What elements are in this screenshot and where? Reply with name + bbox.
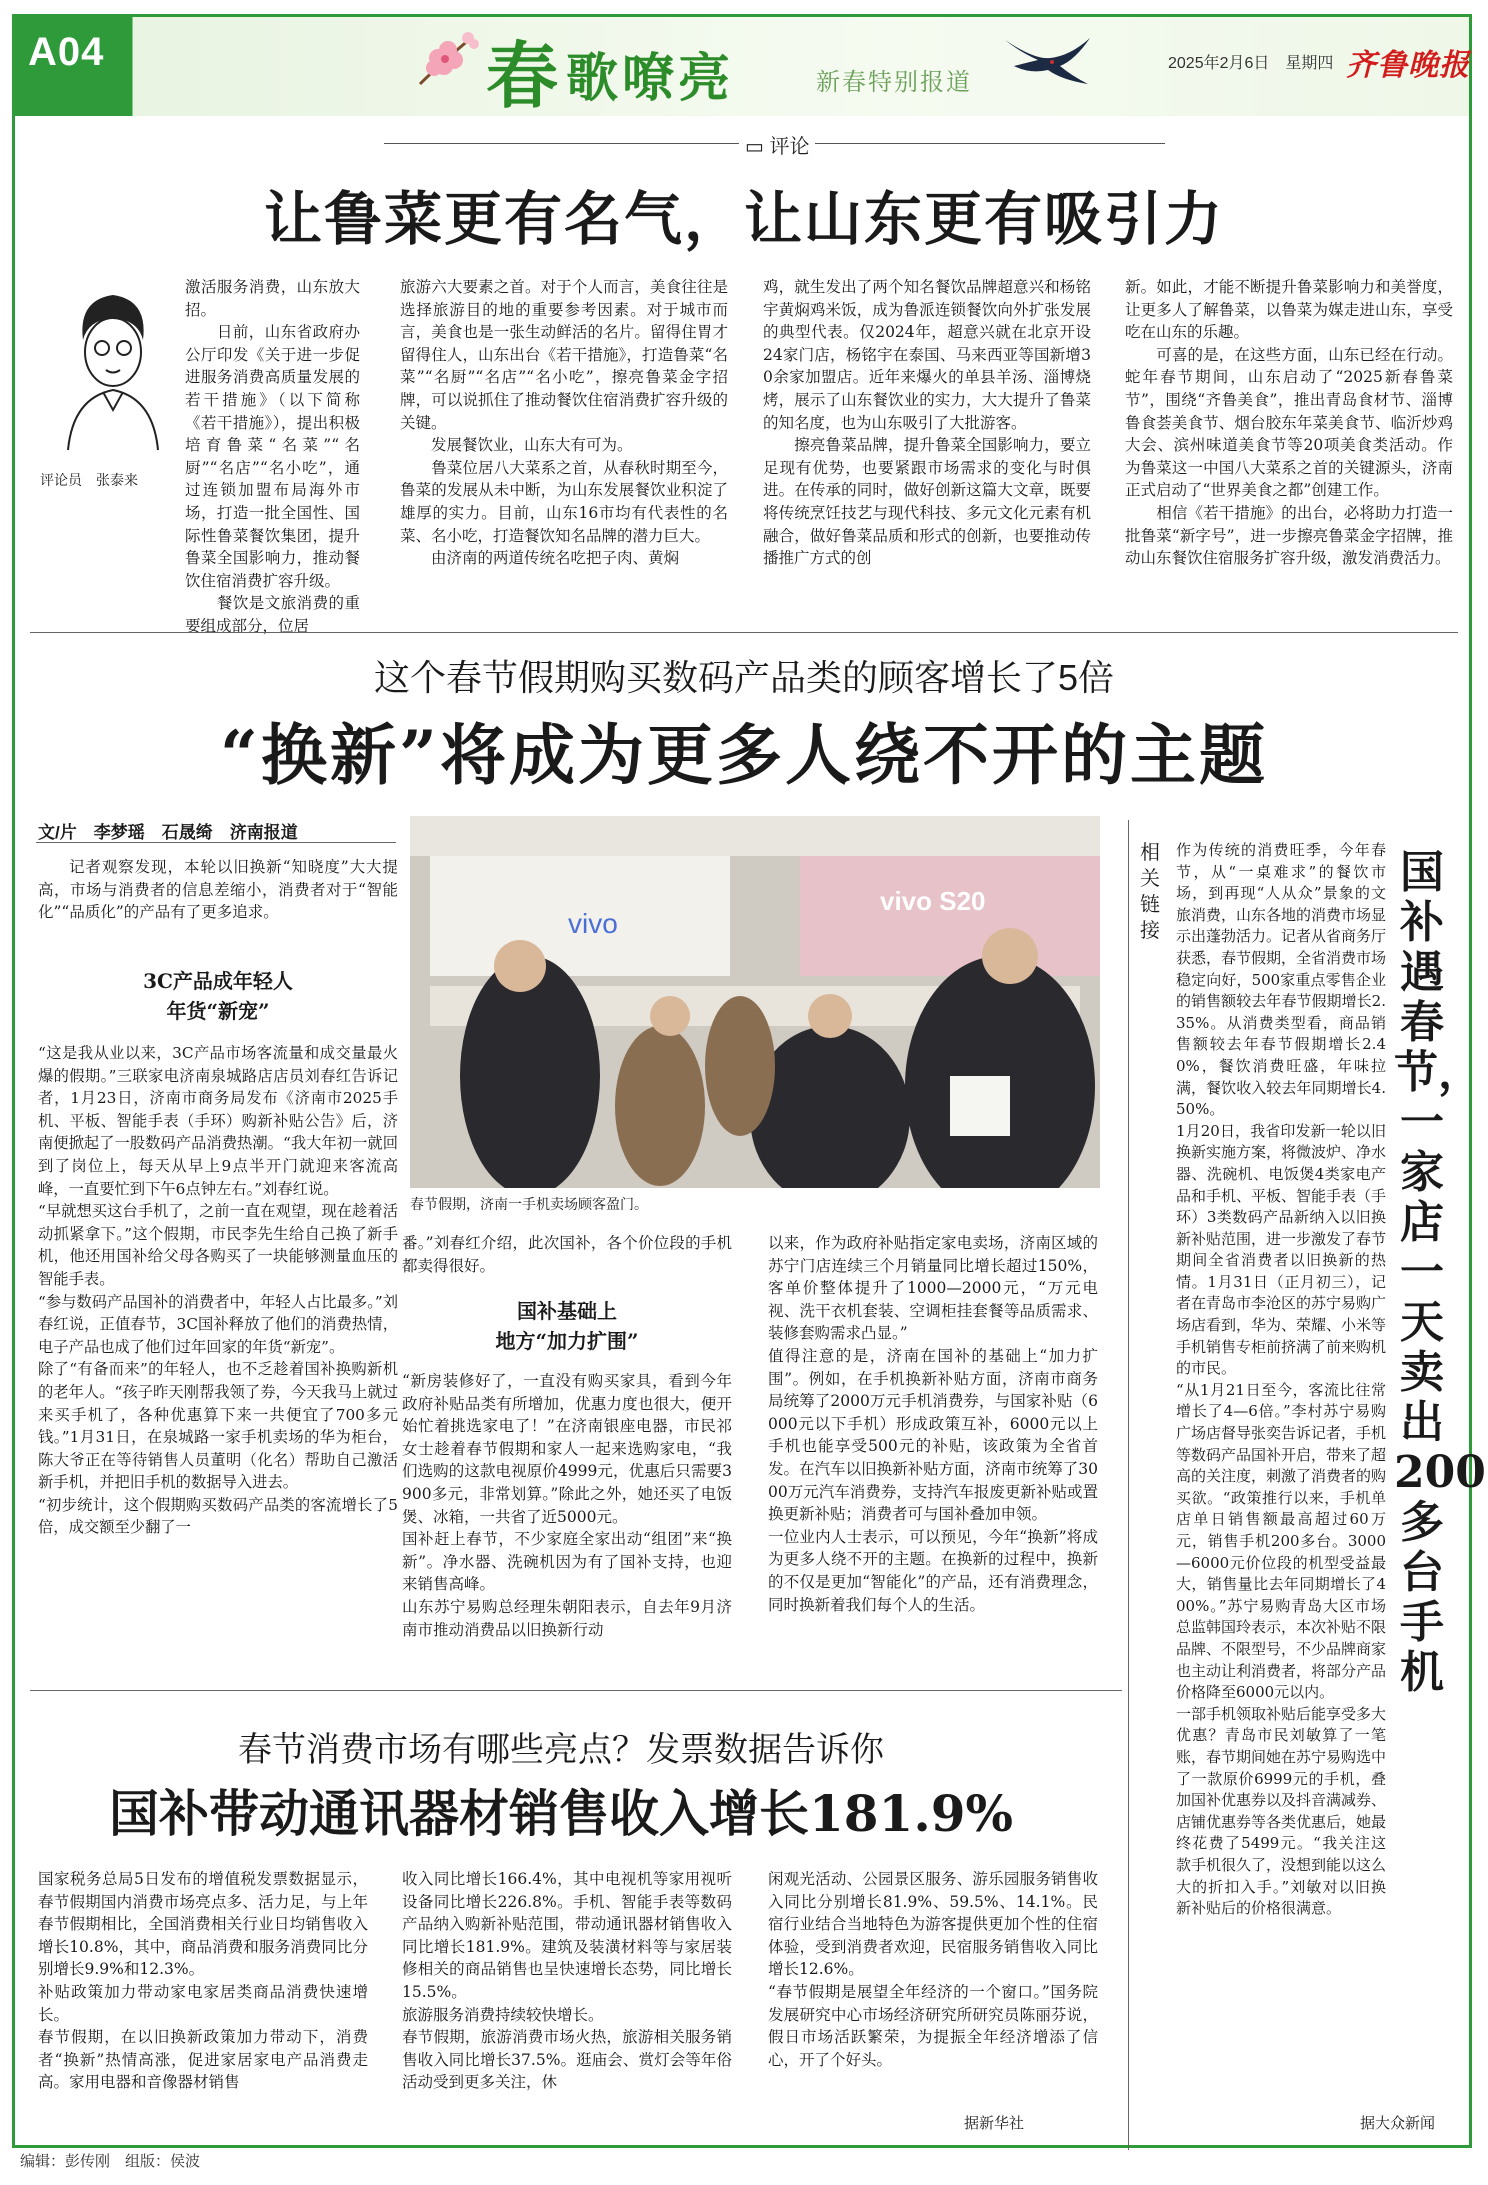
footer-credits: 编辑：彭传刚 组版：侯波 <box>20 2153 201 2170</box>
comment-headline: 让鲁菜更有名气，让山东更有吸引力 <box>263 185 1224 253</box>
tax-column-2: 收入同比增长166.4%，其中电视机等家用视听设备同比增长226.8%。手机、智能手表等数码产品纳入购新补贴范围，带动通讯器材销售收入同比增长181.9%。建筑及装潢材料等与家居装修相关的商品销售也呈快速增长态势，同比增长15.5%。 旅游服务消费持续较快增长。 春节假期，旅游消费市场火热，旅游相关服务销售收入同比增长37.5%。逛庙会、赏灯会等年俗活动受到更多关注，休 <box>402 1870 732 2092</box>
page-number: A04 <box>28 30 105 74</box>
sidebar-divider <box>1128 820 1131 2150</box>
divider <box>384 143 739 144</box>
special-report-label: 新春特别报道 <box>816 69 972 96</box>
section-title: 歌嘹亮 <box>566 48 735 109</box>
subhead-3c: 3C产品成年轻人 年货“新宠” <box>143 969 293 1023</box>
digital-headline: “换新”将成为更多人绕不开的主题 <box>220 716 1268 794</box>
tax-headline: 国补带动通讯器材销售收入增长181.9% <box>108 1784 1014 1843</box>
related-source: 据大众新闻 <box>1360 2114 1436 2132</box>
digital-column-1: “这是我从业以来，3C产品市场客流量和成交量最火爆的假期。”三联家电济南泉城路店店员刘春红告诉记者，1月23日，济南市商务局发布《济南市2025手机、平板、智能手表（手环）购新补贴公告》后，济南便掀起了一股数码产品消费热潮。“我大年初一就回到了岗位上，每天从早上9点半开门就迎来客流高峰，一直要忙到下午6点钟左右。”刘春红说。 “早就想买这台手机了，之前一直在观望，现在趁着活动抓紧拿下。”这个假期，市民李先生给自己换了新手机，他还用国补给父母各购买了一块能够测量血压的智能手表。 “参与数码产品国补的消费者中，年轻人占比最多。”刘春红说，正值春节，3C国补释放了他们的消费热情，电子产品也成了他们过年回家的年货“新宠”。 除了“有备而来”的年轻人，也不乏趁着国补换购新机的老年人。“孩子昨天刚帮我领了券，今天我马上就过来买手机了，各种优惠算下来一共便宜了700多元钱。”1月31日，在泉城路一家手机卖场的华为柜台，陈大爷正在等待销售人员董明（化名）帮助自己激活新手机，并把旧手机的数据导入进去。 “初步统计，这个假期购买数码产品类的客流增长了5倍，成交额至少翻了一 <box>38 1044 398 1537</box>
comment-column-1: 激活服务消费，山东放大招。 日前，山东省政府办公厅印发《关于进一步促进服务消费高质量发展的若干措施》（以下简称《若干措施》），提出积极培育鲁菜“名菜”“名厨”“名店”“名小吃”，通过连锁加盟布局海外市场，打造一批全国性、国际性鲁菜餐饮集团，提升鲁菜全国影响力，推动餐饮住宿消费扩容升级。 餐饮是文旅消费的重要组成部分，位居 <box>185 278 360 635</box>
plum-blossom-icon <box>410 24 490 94</box>
related-column-top <box>1176 840 1386 1920</box>
photo-caption: 春节假期，济南一手机卖场顾客盈门。 <box>410 1196 648 1212</box>
author-portrait <box>48 280 178 460</box>
digital-column-3: 以来，作为政府补贴指定家电卖场，济南区域的苏宁门店连续三个月销量同比增长超过150%，客单价整体提升了1000—2000元，“万元电视、洗干衣机套装、空调柜挂套餐等品质需求、装修套购需求凸显。” 值得注意的是，济南在国补的基础上“加力扩围”。例如，在手机换新补贴方面，济南市商务局统筹了2000万元手机消费券，与国家补贴（6000元以下手机）形成政策互补，6000元以上手机也能享受500元的补贴，该政策为全省首发。在汽车以旧换新补贴方面，济南市统筹了3000万元汽车消费券，支持汽车报废更新补贴或置换更新补贴；消费者可与国补叠加申领。 一位业内人士表示，可以预见，今年“换新”将成为更多人绕不开的主题。在换新的过程中，换新的不仅是更加“智能化”的产品，还有消费理念，同时换新着我们每个人的生活。 <box>768 1234 1098 1614</box>
vivo-sign: vivo <box>568 908 618 939</box>
author-caption: 评论员 张泰来 <box>40 472 138 488</box>
issue-date: 2025年2月6日 星期四 <box>1168 55 1334 72</box>
comment-column-3: 鸡，就生发出了两个知名餐饮品牌超意兴和杨铭宇黄焖鸡米饭，成为鲁派连锁餐饮向外扩张发展的典型代表。仅2024年，超意兴就在北京开设24家门店，杨铭宇在泰国、马来西亚等国新增30余家加盟店。近年来爆火的单县羊汤、淄博烧烤，展示了山东餐饮业的实力，大大提升了鲁菜的知名度，也为山东吸引了大批游客。 擦亮鲁菜品牌，提升鲁菜全国影响力，要立足现有优势，也要紧跟市场需求的变化与时俱进。在传承的同时，做好创新这篇大文章，既要将传统烹饪技艺与现代科技、多元文化元素有机融合，做好鲁菜品质和形式的创新，也要推动传播推广方式的创 <box>763 278 1091 568</box>
intro-paragraph: 记者观察发现，本轮以旧换新“知晓度”大大提高，市场与消费者的信息差缩小，消费者对于“智能化”“品质化”的产品有了更多追求。 <box>38 858 398 922</box>
byline: 文/片 李梦瑶 石晟绮 济南报道 <box>38 823 298 842</box>
related-link-label: 相关链接 <box>1140 842 1160 942</box>
tax-column-1: 国家税务总局5日发布的增值税发票数据显示，春节假期国内消费市场亮点多、活力足，与上年春节假期相比，全国消费相关行业日均销售收入增长10.8%，其中，商品消费和服务消费同比分别增长9.9%和12.3%。 补贴政策加力带动家电家居类商品消费快速增长。 春节假期，在以旧换新政策加力带动下，消费者“换新”热情高涨，促进家居家电产品消费走高。家用电器和音像器材销售 <box>38 1870 368 2092</box>
tax-source: 据新华社 <box>964 2114 1025 2132</box>
digital-kicker: 这个春节假期购买数码产品类的顾客增长了5倍 <box>373 657 1115 698</box>
comment-column-4: 新。如此，才能不断提升鲁菜影响力和美誉度，让更多人了解鲁菜，以鲁菜为媒走进山东，享受吃在山东的乐趣。 可喜的是，在这些方面，山东已经在行动。蛇年春节期间，山东启动了“2025新春鲁菜节”，围绕“齐鲁美食”，推出青岛食材节、淄博鲁食荟美食节、烟台胶东年菜美食节、临沂炒鸡大会、滨州味道美食节等20项美食类活动。作为鲁菜这一中国八大菜系之首的关键源头，济南正式启动了“世界美食之都”创建工作。 相信《若干措施》的出台，必将助力打造一批鲁菜“新字号”，进一步擦亮鲁菜金字招牌，推动山东餐饮住宿服务扩容升级，激发消费活力。 <box>1125 278 1453 568</box>
tax-kicker: 春节消费市场有哪些亮点？发票数据告诉你 <box>238 1731 884 1769</box>
related-headline: 国补遇春节，一家店一天卖出200多台手机 <box>1394 847 1486 1698</box>
section-divider <box>30 1690 1122 1691</box>
section-title-spring: 春 <box>486 33 559 118</box>
section-divider <box>30 632 1458 633</box>
swallow-icon <box>1000 30 1095 90</box>
subhead-local-boost: 国补基础上 地方“加力扩围” <box>495 1299 639 1353</box>
comment-label-text: 评论 <box>769 136 810 158</box>
byline-divider <box>36 842 396 843</box>
digital-column-2: “新房装修好了，一直没有购买家具，看到今年政府补贴品类有所增加，优惠力度也很大，便开始忙着挑选家电了！”在济南银座电器，市民祁女士趁着春节假期和家人一起来选购家电，“我们选购的这款电视原价4999元，优惠后只需要3900多元，非常划算。”除此之外，她还买了电饭煲、冰箱，一共省了近5000元。 国补赶上春节，不少家庭全家出动“组团”来“换新”。净水器、洗碗机因为有了国补支持，也迎来销售高峰。 山东苏宁易购总经理朱朝阳表示，自去年9月济南市推动消费品以旧换新行动 <box>402 1372 732 1639</box>
tax-column-3: 闲观光活动、公园景区服务、游乐园服务销售收入同比分别增长81.9%、59.5%、14.1%。民宿行业结合当地特色为游客提供更加个性的住宿体验，受到消费者欢迎，民宿服务销售收入同比增长12.6%。 “春节假期是展望全年经济的一个窗口。”国务院发展研究中心市场经济研究所研究员陈丽芬说，假日市场活跃繁荣，为提振全年经济增添了信心，开了个好头。 <box>768 1870 1098 2069</box>
comment-column-2: 旅游六大要素之首。对于个人而言，美食往往是选择旅游目的地的重要参考因素。对于城市而言，美食也是一张生动鲜活的名片。留得住胃才留得住人，山东出台《若干措施》，打造鲁菜“名菜”“名厨”“名店”“名小吃”，擦亮鲁菜金字招牌，可以说抓住了推动餐饮住宿消费扩容升级的关键。 发展餐饮业，山东大有可为。 鲁菜位居八大菜系之首，从春秋时期至今，鲁菜的发展从未中断，为山东发展餐饮业积淀了雄厚的实力。目前，山东16市均有代表性的名菜、名小吃，打造餐饮知名品牌的潜力巨大。 由济南的两道传统名吃把子肉、黄焖 <box>400 278 728 568</box>
digital-intro <box>38 856 398 924</box>
store-photo <box>410 816 1100 1188</box>
comment-label: ▭ 评论 <box>745 136 810 158</box>
related-text: 作为传统的消费旺季，今年春节，从“一桌难求”的餐饮市场，到再现“人从众”景象的文旅消费，山东各地的消费市场显示出蓬勃活力。记者从省商务厅获悉，春节假期，全省消费市场稳定向好，500家重点零售企业的销售额较去年春节假期增长2.35%。从消费类型看，商品销售额较去年春节假期增长2.40%，餐饮消费旺盛，年味拉满，餐饮收入较去年同期增长4.50%。 1月20日，我省印发新一轮以旧换新实施方案，将微波炉、净水器、洗碗机、电饭煲4类家电产品和手机、平板、智能手表（手环）3类数码产品新纳入以旧换新补贴范围，进一步激发了春节期间全省消费者以旧换新的热情。1月31日（正月初三），记者在青岛市李沧区的苏宁易购广场店看到，华为、荣耀、小米等手机销售专柜前挤满了前来购机的市民。 “从1月21日至今，客流比往常增长了4—6倍。”李村苏宁易购广场店督导张奕告诉记者，手机等数码产品国补开启，带来了超高的关注度，刺激了消费者的购买欲。“政策推行以来，手机单店单日销售额最高超过60万元，销售手机200多台。3000—6000元价位段的机型受益最大，销售量比去年同期增长了400%。”苏宁易购青岛大区市场总监韩国玲表示，本次补贴不限品牌、不限型号，不少品牌商家也主动让利消费者，将部分产品价格降至6000元以内。 一部手机领取补贴后能享受多大优惠？青岛市民刘敏算了一笔账，春节期间她在苏宁易购选中了一款原价6999元的手机，叠加国补优惠券以及抖音满减券、店铺优惠券等各类优惠后，她最终花费了5499元。“我关注这款手机很久了，没想到能以这么大的折扣入手。”刘敏对以旧换新补贴后的价格很满意。 <box>1176 841 1387 1918</box>
digital-column-2-top: 番。”刘春红介绍，此次国补，各个价位段的手机都卖得很好。 <box>402 1234 732 1275</box>
divider <box>815 143 1165 144</box>
newspaper-masthead: 齐鲁晚报 <box>1346 48 1470 83</box>
vivo-s20-sign: vivo S20 <box>880 886 986 916</box>
